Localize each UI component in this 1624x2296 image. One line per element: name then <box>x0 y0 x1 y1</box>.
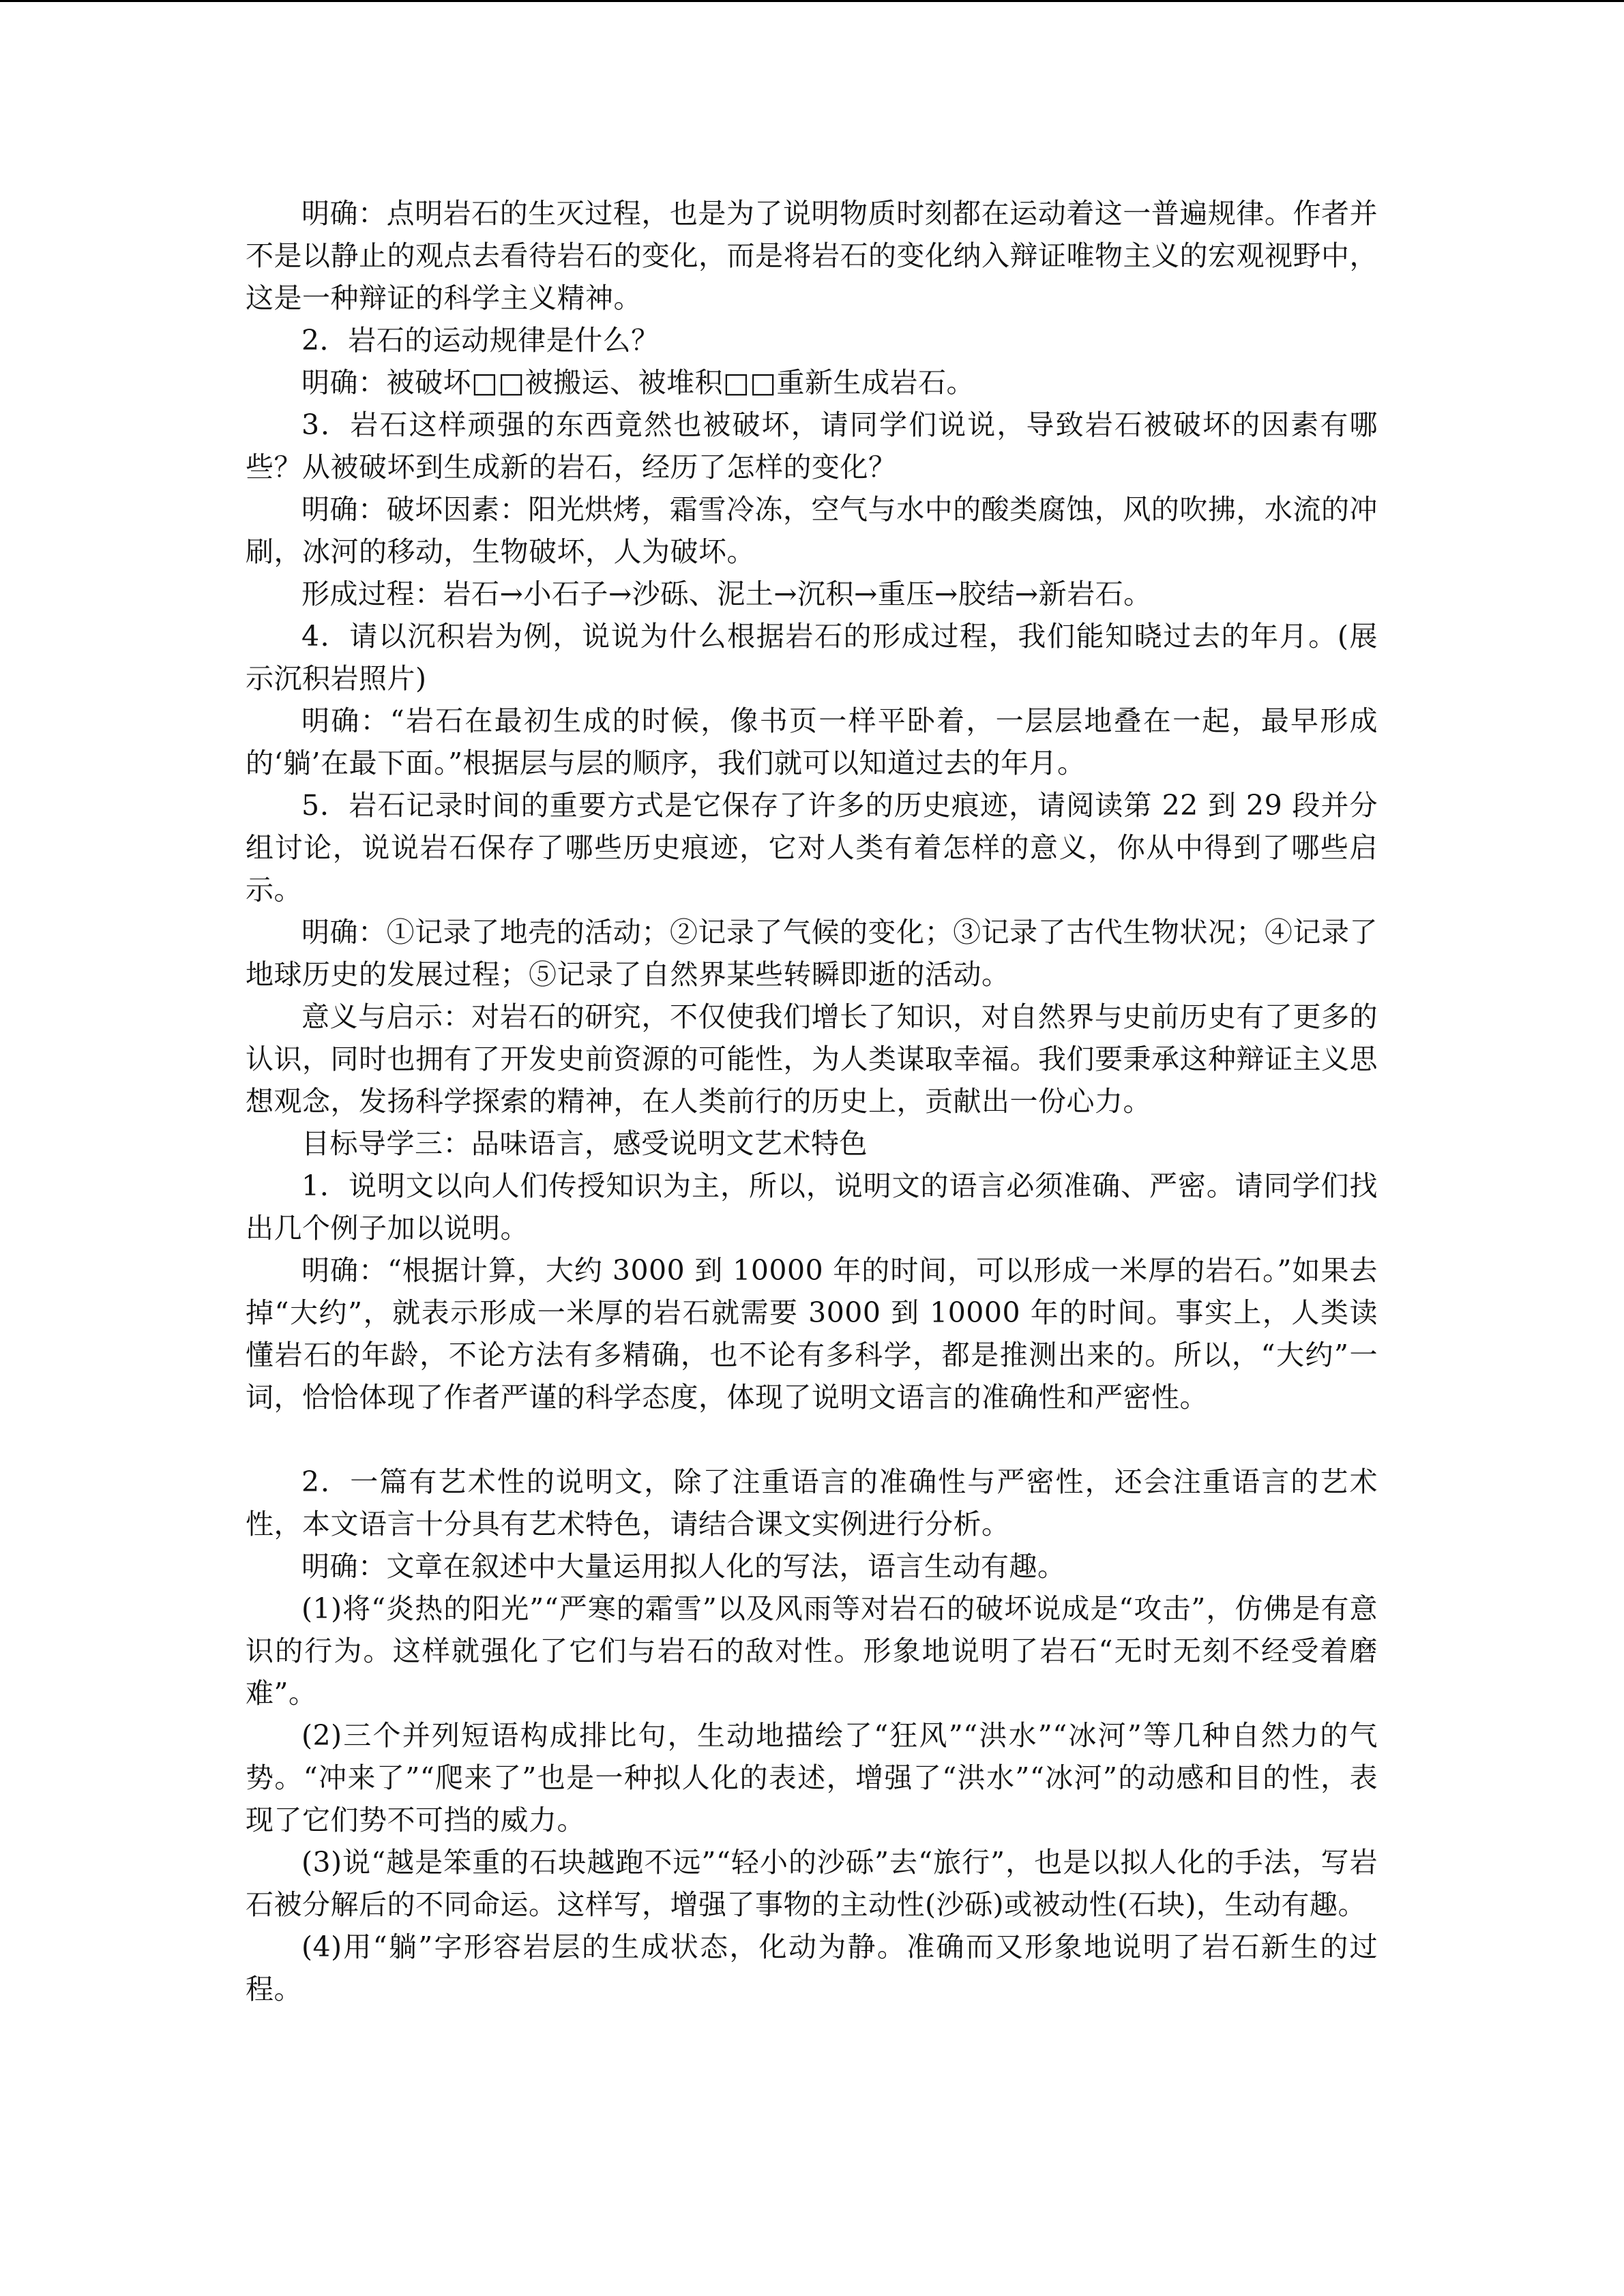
paragraph-answer-5: 明确：①记录了地壳的活动；②记录了气候的变化；③记录了古代生物状况；④记录了地球历史的发展过程；⑤记录了自然界某些转瞬即逝的活动。 <box>246 916 1378 991</box>
paragraph-question-4: 4．请以沉积岩为例，说说为什么根据岩石的形成过程，我们能知晓过去的年月。(展示沉积岩照片) <box>246 620 1378 695</box>
document-page <box>246 192 1378 2010</box>
paragraph-answer-3-process: 形成过程：岩石→小石子→沙砾、泥土→沉积→重压→胶结→新岩石。 <box>301 578 1152 610</box>
paragraph-clarification-rock-lifecycle: 明确：点明岩石的生灭过程，也是为了说明物质时刻都在运动着这一普遍规律。作者并不是以静止的观点去看待岩石的变化，而是将岩石的变化纳入辩证唯物主义的宏观视野中，这是一种辩证的科学主义精神。 <box>246 197 1378 314</box>
paragraph-language-question-1: 1．说明文以向人们传授知识为主，所以，说明文的语言必须准确、严密。请同学们找出几个例子加以说明。 <box>246 1169 1378 1244</box>
paragraph-question-5: 5．岩石记录时间的重要方式是它保存了许多的历史痕迹，请阅读第 22 到 29 段并分组讨论，说说岩石保存了哪些历史痕迹，它对人类有着怎样的意义，你从中得到了哪些启示。 <box>246 789 1378 906</box>
paragraph-answer-2: 明确：被破坏□□被搬运、被堆积□□重新生成岩石。 <box>301 366 975 399</box>
paragraph-answer-3-factors: 明确：破坏因素：阳光烘烤，霜雪冷冻，空气与水中的酸类腐蚀，风的吹拂，水流的冲刷，冰河的移动，生物破坏，人为破坏。 <box>246 493 1378 568</box>
paragraph-example-1: (1)将“炎热的阳光”“严寒的霜雪”以及风雨等对岩石的破坏说成是“攻击”，仿佛是有意识的行为。这样就强化了它们与岩石的敌对性。形象地说明了岩石“无时无刻不经受着磨难”。 <box>246 1592 1378 1710</box>
paragraph-language-question-2: 2．一篇有艺术性的说明文，除了注重语言的准确性与严密性，还会注重语言的艺术性，本文语言十分具有艺术特色，请结合课文实例进行分析。 <box>246 1465 1378 1540</box>
paragraph-example-4: (4)用“躺”字形容岩层的生成状态，化动为静。准确而又形象地说明了岩石新生的过程。 <box>246 1930 1378 2006</box>
paragraph-question-2: 2．岩石的运动规律是什么？ <box>301 324 660 357</box>
paragraph-answer-4: 明确：“岩石在最初生成的时候，像书页一样平卧着，一层层地叠在一起，最早形成的‘躺’在最下面。”根据层与层的顺序，我们就可以知道过去的年月。 <box>246 704 1378 779</box>
paragraph-example-3: (3)说“越是笨重的石块越跑不远”“轻小的沙砾”去“旅行”，也是以拟人化的手法，写岩石被分解后的不同命运。这样写，增强了事物的主动性(沙砾)或被动性(石块)，生动有趣。 <box>246 1846 1378 1921</box>
paragraph-question-3: 3．岩石这样顽强的东西竟然也被破坏，请同学们说说，导致岩石被破坏的因素有哪些？从被破坏到生成新的岩石，经历了怎样的变化？ <box>246 408 1378 483</box>
paragraph-language-answer-2: 明确：文章在叙述中大量运用拟人化的写法，语言生动有趣。 <box>301 1550 1066 1583</box>
paragraph-example-2: (2)三个并列短语构成排比句，生动地描绘了“狂风”“洪水”“冰河”等几种自然力的气势。“冲来了”“爬来了”也是一种拟人化的表述，增强了“洪水”“冰河”的动感和目的性，表现了它们势不可挡的威力。 <box>246 1719 1378 1836</box>
paragraph-spacer <box>246 1418 1378 1461</box>
paragraph-significance: 意义与启示：对岩石的研究，不仅使我们增长了知识，对自然界与史前历史有了更多的认识，同时也拥有了开发史前资源的可能性，为人类谋取幸福。我们要秉承这种辩证主义思想观念，发扬科学探索的精神，在人类前行的历史上，贡献出一份心力。 <box>246 1000 1378 1118</box>
paragraph-language-answer-1: 明确：“根据计算，大约 3000 到 10000 年的时间，可以形成一米厚的岩石。”如果去掉“大约”，就表示形成一米厚的岩石就需要 3000 到 10000 年的时间。事实上，人类读懂岩石的年龄，不论方法有多精确，也不论有多科学，都是推测出来的。所以，“大约”一词，恰恰体现了作者严谨的科学态度，体现了说明文语言的准确性和严密性。 <box>246 1254 1378 1414</box>
section-heading-goal-3: 目标导学三：品味语言，感受说明文艺术特色 <box>301 1127 868 1160</box>
page-top-rule <box>0 0 1624 2</box>
